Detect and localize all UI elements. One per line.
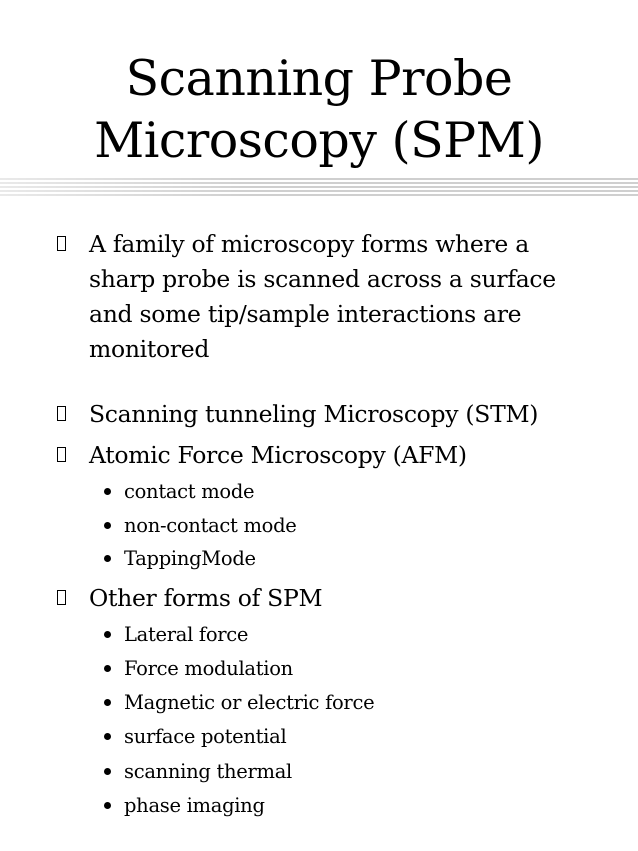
sub-bullet-item — [0, 790, 638, 822]
sub-bullet-item — [0, 476, 638, 508]
sub-bullet-item — [0, 543, 638, 575]
round-bullet-icon — [104, 522, 111, 529]
square-bullet-icon — [57, 236, 66, 251]
sub-bullet-item — [0, 653, 638, 685]
sub-bullet-item — [0, 510, 638, 542]
bullet-line: sharp probe is scanned across a surface — [89, 265, 556, 293]
sub-bullet-text: TappingMode — [124, 547, 256, 570]
round-bullet-icon — [104, 768, 111, 775]
round-bullet-icon — [104, 555, 111, 562]
sub-bullet-text: contact mode — [124, 480, 255, 503]
square-bullet-icon — [57, 406, 66, 421]
slide-title-line-2: Microscopy (SPM) — [94, 112, 544, 169]
sub-bullet-text: phase imaging — [124, 794, 265, 817]
bullet-text — [89, 227, 619, 367]
sub-bullet-item — [0, 756, 638, 788]
slide-title-line-1: Scanning Probe — [125, 50, 513, 107]
bullet-text: Other forms of SPM — [89, 584, 323, 612]
round-bullet-icon — [104, 699, 111, 706]
square-bullet-icon — [57, 590, 66, 605]
sub-bullet-text: surface potential — [124, 725, 287, 748]
sub-bullet-text: non-contact mode — [124, 514, 297, 537]
bullet-line: A family of microscopy forms where a — [89, 230, 529, 258]
sub-bullet-item — [0, 721, 638, 753]
round-bullet-icon — [104, 631, 111, 638]
sub-bullet-item — [0, 687, 638, 719]
round-bullet-icon — [104, 733, 111, 740]
round-bullet-icon — [104, 802, 111, 809]
sub-bullet-text: Lateral force — [124, 623, 249, 646]
sub-bullet-text: Force modulation — [124, 657, 293, 680]
bullet-line: monitored — [89, 335, 210, 363]
bullet-text: Atomic Force Microscopy (AFM) — [89, 441, 467, 469]
round-bullet-icon — [104, 488, 111, 495]
sub-bullet-text: Magnetic or electric force — [124, 691, 375, 714]
sub-bullet-item — [0, 619, 638, 651]
bullet-line: and some tip/sample interactions are — [89, 300, 522, 328]
bullet-text: Scanning tunneling Microscopy (STM) — [89, 400, 539, 428]
square-bullet-icon — [57, 447, 66, 462]
sub-bullet-text: scanning thermal — [124, 760, 292, 783]
round-bullet-icon — [104, 665, 111, 672]
